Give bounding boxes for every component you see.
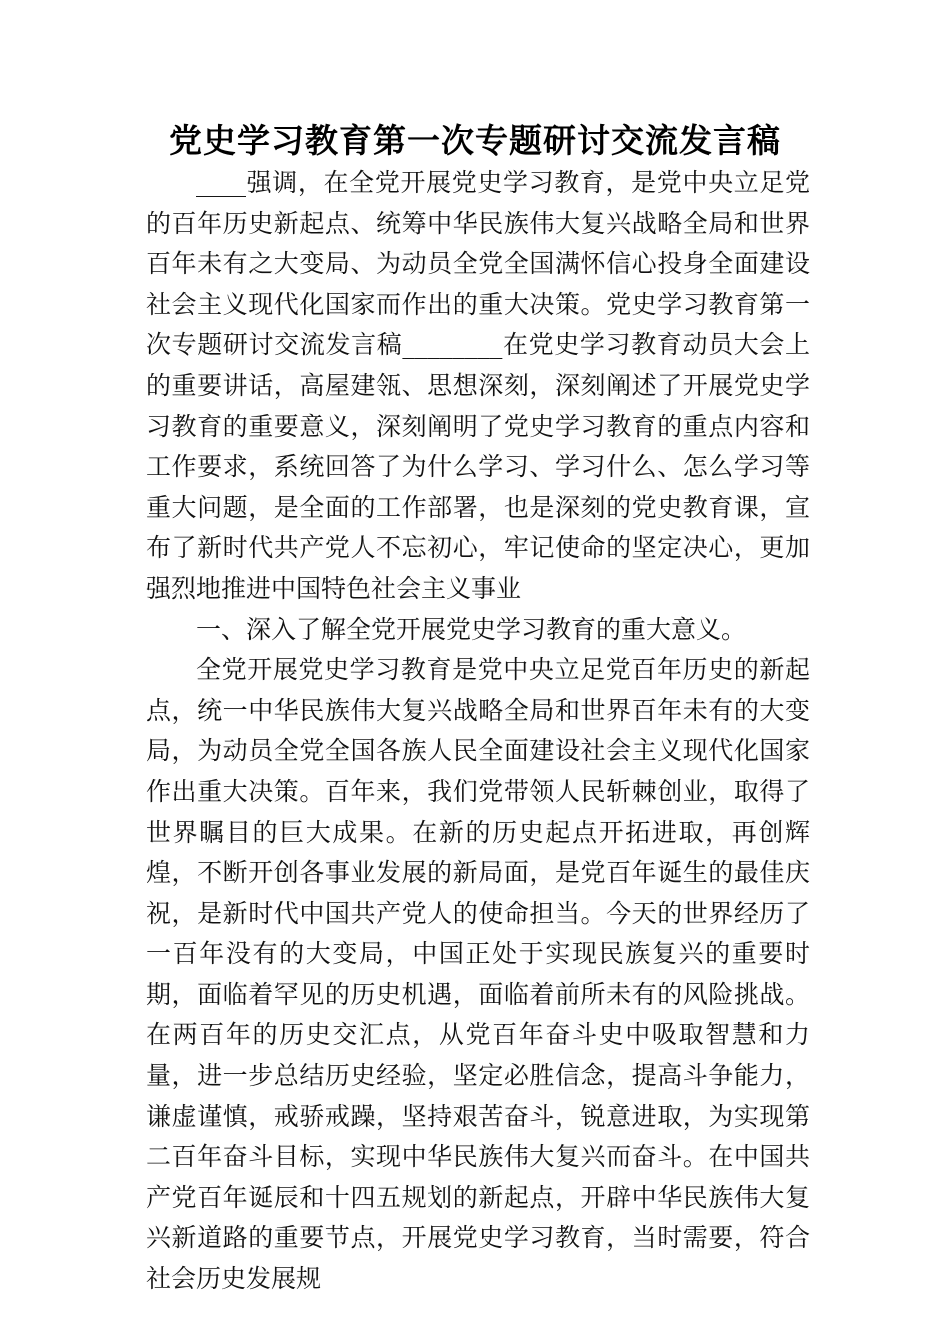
paragraph-section-1: 全党开展党史学习教育是党中央立足党百年历史的新起点，统一中华民族伟大复兴战略全局和世界百年未有的大变局，为动员全党全国各族人民全面建设社会主义现代化国家作出重大决策。百年来，我们党带领人民斩棘创业，取得了世界瞩目的巨大成果。在新的历史起点开拓进取，再创辉煌，不断开创各事业发展的新局面，是党百年诞生的最佳庆祝，是新时代中国共产党人的使命担当。今天的世界经历了一百年没有的大变局，中国正处于实现民族复兴的重要时期，面临着罕见的历史机遇，面临着前所未有的风险挑战。在两百年的历史交汇点，从党百年奋斗史中吸取智慧和力量，进一步总结历史经验，坚定必胜信念，提高斗争能力，谦虚谨慎，戒骄戒躁，坚持艰苦奋斗，锐意进取，为实现第二百年奋斗目标，实现中华民族伟大复兴而奋斗。在中国共产党百年诞辰和十四五规划的新起点，开辟中华民族伟大复兴新道路的重要节点，开展党史学习教育，当时需要，符合社会历史发展规 [146, 655, 810, 1294]
section-heading-1: 一、深入了解全党开展党史学习教育的重大意义。 [196, 614, 747, 644]
document-body [146, 163, 810, 1300]
paragraph-intro: ____强调，在全党开展党史学习教育，是党中央立足党的百年历史新起点、统筹中华民族伟大复兴战略全局和世界百年未有之大变局、为动员全党全国满怀信心投身全面建设社会主义现代化国家而作出的重大决策。党史学习教育第一次专题研讨交流发言稿________在党史学习教育动员大会上的重要讲话，高屋建瓴、思想深刻，深刻阐述了开展党史学习教育的重要意义，深刻阐明了党史学习教育的重点内容和工作要求，系统回答了为什么学习、学习什么、怎么学习等重大问题，是全面的工作部署，也是深刻的党史教育课，宣布了新时代共产党人不忘初心，牢记使命的坚定决心，更加强烈地推进中国特色社会主义事业 [146, 168, 810, 603]
document-title: 党史学习教育第一次专题研讨交流发言稿 [169, 121, 781, 160]
